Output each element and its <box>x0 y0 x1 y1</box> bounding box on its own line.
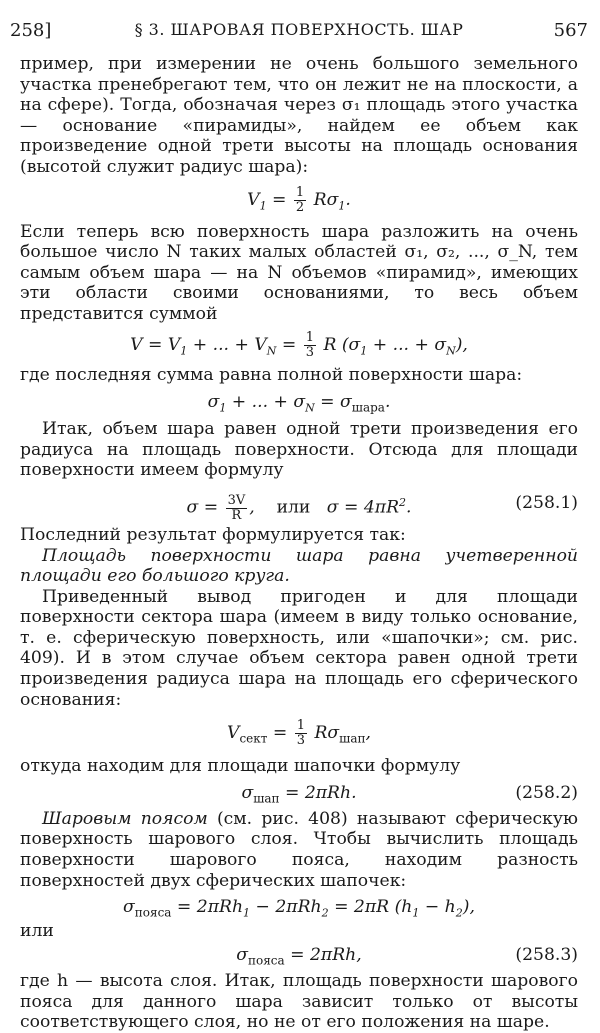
paragraph-3: где последняя сумма равна полной поверхности шара: <box>20 364 523 385</box>
paragraph-11: где h — высота слоя. Итак, площадь поверхности шарового пояса для данного шара зависит только от высоты соответствующего слоя, но не от его положения на шаре. <box>20 971 578 1033</box>
page-number: 567 <box>553 20 588 41</box>
equation-v1: $V_1$ = $\frac{1}{2}$ $R\sigma_1$. <box>247 184 351 215</box>
paragraph-or: или <box>20 921 54 942</box>
equation-258-3: $\sigma_{пояса} = 2\pi Rh$, (258.3) <box>20 939 578 971</box>
equation-number-258-1: (258.1) <box>515 492 578 513</box>
paragraph-9: Шаровым поясом (см. рис. 408) называют сферическую поверхность шарового слоя. Чтобы вычислить площадь поверхности шарового пояса, находим разность поверхностей двух сферических шапочек: <box>20 808 578 891</box>
paragraph-2: Если теперь всю поверхность шара разложить на очень большое число N таких малых областей σ₁, σ₂, ..., σ_N, тем самым объем шара — на N объемов «пирамид», имеющих эти области своими основаниями, то весь объем представится суммой <box>20 221 578 324</box>
equation-zone-difference: $\sigma_{пояса} = 2\pi Rh_1 - 2\pi Rh_2 = 2\pi R$ $(h_1 - h_2)$, <box>123 897 475 920</box>
page-body <box>20 54 578 1033</box>
term-spherical-zone: Шаровым поясом <box>42 808 208 829</box>
equation-surface-sum: $\sigma_1$ + ... + $\sigma_N = \sigma_{шара}$. <box>207 392 391 415</box>
theorem-statement: Площадь поверхности шара равна учетверенной площади его большого круга. <box>20 545 578 587</box>
running-header <box>10 20 588 44</box>
paragraph-4: Итак, объем шара равен одной трети произведения его радиуса на площадь поверхности. Отсюда для площади поверхности имеем формулу <box>20 419 578 481</box>
running-title: § 3. ШАРОВАЯ ПОВЕРХНОСТЬ. ШАР <box>134 20 464 39</box>
equation-258-1: σ = $\frac{3V}{R}$ , или $\sigma = 4\pi R^2$. (258.1) <box>20 481 578 525</box>
equation-volume-sum: $V = V_1$ + ... + $V_N$ = $\frac{1}{3}$ R ($\sigma_1$ + ... + $\sigma_N$), <box>130 329 468 360</box>
paragraph-1: пример, при измерении не очень большого земельного участка пренебрегают тем, что он лежит не на плоскости, а на сфере). Тогда, обозначая через σ₁ площадь этого участка — основание «пирамиды», найдем ее объем как произведение одной трети высоты на площадь основания (высотой служит радиус шара): <box>20 54 578 177</box>
paragraph-8: откуда находим для площади шапочки формулу <box>20 756 461 777</box>
equation-number-258-3: (258.3) <box>515 945 578 966</box>
paragraph-7: Приведенный вывод пригоден и для площади поверхности сектора шара (имеем в виду только основание, т. е. сферическую поверхность, или «шапочки»; см. рис. 409). И в этом случае объем сектора равен одной трети произведения радиуса шара на площадь его сферического основания: <box>20 586 578 710</box>
equation-number-258-2: (258.2) <box>515 782 578 803</box>
equation-sector-volume: $V_{сект}$ = $\frac{1}{3}$ $R\sigma_{шап}$, <box>227 718 371 749</box>
paragraph-5: Последний результат формулируется так: <box>20 524 406 545</box>
equation-258-2: $\sigma_{шап} = 2\pi Rh$. (258.2) <box>20 777 578 809</box>
section-number: 258] <box>10 20 52 41</box>
